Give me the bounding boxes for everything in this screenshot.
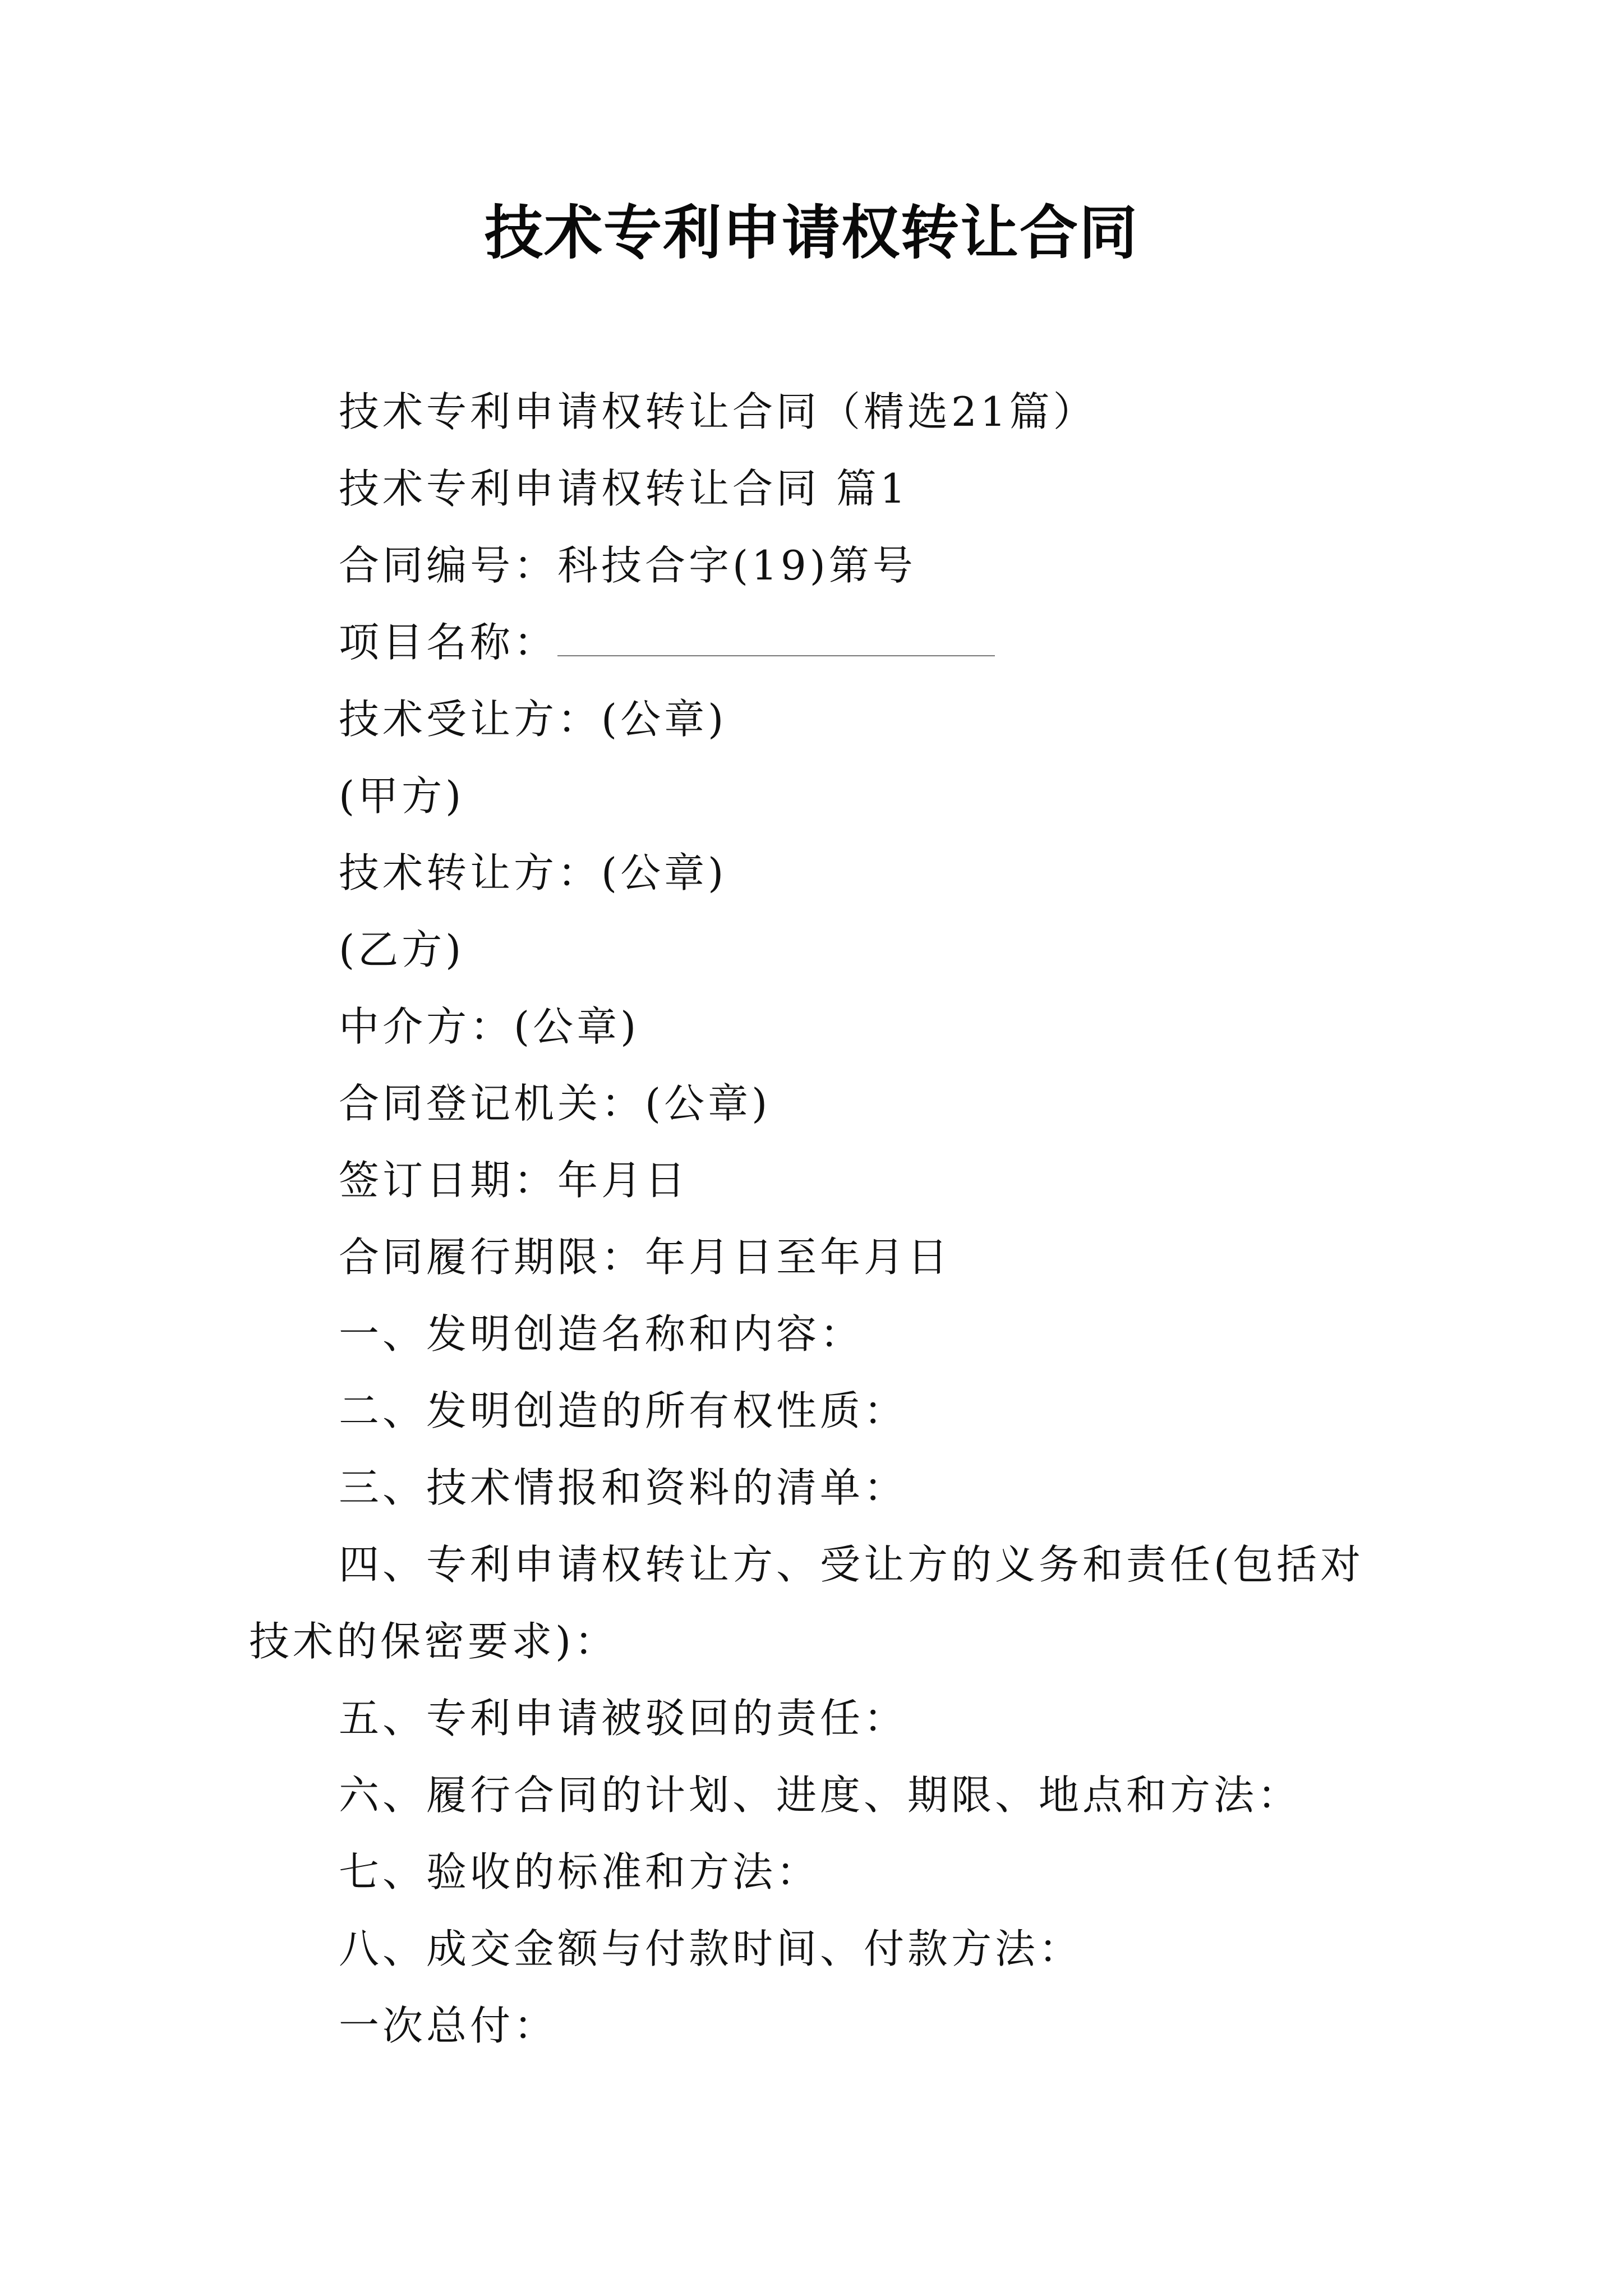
paragraph-party-b: (乙方) (339, 926, 465, 973)
paragraph-section-2: 二、发明创造的所有权性质： (339, 1387, 908, 1434)
paragraph-section-3: 三、技术情报和资料的清单： (339, 1464, 908, 1511)
paragraph-section-8: 八、成交金额与付款时间、付款方法： (339, 1925, 1083, 1972)
paragraph-section-5: 五、专利申请被驳回的责任： (339, 1695, 908, 1742)
paragraph-collection-title: 技术专利申请权转让合同（精选21篇） (339, 388, 1097, 435)
paragraph-registration-authority: 合同登记机关：(公章) (339, 1080, 771, 1127)
paragraph-chapter-heading: 技术专利申请权转让合同 篇1 (339, 465, 909, 512)
paragraph-section-7: 七、验收的标准和方法： (339, 1848, 820, 1895)
project-name-blank (557, 615, 995, 656)
paragraph-performance-period: 合同履行期限：年月日至年月日 (339, 1234, 952, 1281)
paragraph-project-name (249, 604, 1393, 681)
paragraph-assignee: 技术受让方：(公章) (339, 696, 727, 743)
paragraph-lump-sum: 一次总付： (339, 2002, 558, 2049)
paragraph-assignor: 技术转让方：(公章) (339, 849, 727, 896)
paragraph-signing-date: 签订日期：年月日 (339, 1157, 689, 1204)
document-body (249, 374, 1393, 2064)
paragraph-section-4: 四、专利申请权转让方、受让方的义务和责任(包括对技术的保密要求)： (249, 1541, 1364, 1665)
document-title: 技术专利申请权转让合同 (484, 199, 1138, 267)
project-name-label: 项目名称： (339, 619, 558, 666)
paragraph-contract-number: 合同编号：科技合字(19)第号 (339, 542, 916, 589)
paragraph-party-a: (甲方) (339, 772, 465, 820)
paragraph-intermediary: 中介方：(公章) (339, 1003, 640, 1050)
paragraph-section-6: 六、履行合同的计划、进度、期限、地点和方法： (339, 1772, 1302, 1819)
paragraph-section-1: 一、发明创造名称和内容： (339, 1310, 864, 1358)
